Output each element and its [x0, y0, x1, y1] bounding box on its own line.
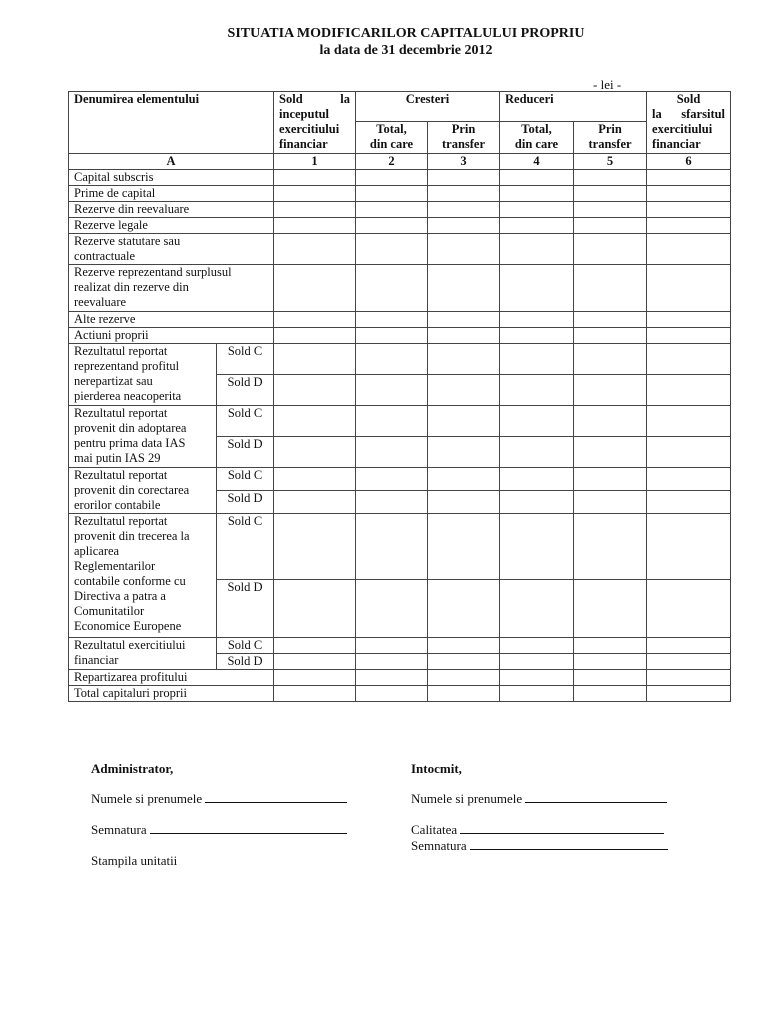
document-subtitle: la data de 31 decembrie 2012	[319, 43, 493, 58]
table-row: Prime de capital	[69, 186, 731, 202]
table-row: Sold D	[69, 654, 731, 670]
prepared-name-field: Numele si prenumele	[411, 791, 667, 806]
administrator-title: Administrator,	[91, 761, 174, 776]
currency-unit: - lei -	[593, 77, 622, 92]
prepared-signature-field: Semnatura	[411, 838, 668, 853]
signature-line	[205, 791, 347, 803]
header-cresteri-total: Total, din care	[356, 122, 428, 154]
administrator-name-field: Numele si prenumele	[91, 791, 347, 806]
table-row: Repartizarea profitului	[69, 670, 731, 686]
table-row: Rezultatul reportat reprezentand profitul nerepartizat sau pierderea neacoperita Sold C	[69, 344, 731, 375]
signature-line	[460, 822, 664, 834]
table-row: Rezerve din reevaluare	[69, 202, 731, 218]
table-row: Sold D	[69, 375, 731, 406]
signature-line	[525, 791, 667, 803]
header-reduceri-total: Total, din care	[500, 122, 574, 154]
table-row: Rezultatul reportat provenit din adoptarea pentru prima data IAS mai putin IAS 29 Sold C	[69, 406, 731, 437]
signature-line	[470, 838, 668, 850]
prepared-quality-field: Calitatea	[411, 822, 664, 837]
header-sold-end: Sold la sfarsitul exercitiului financiar	[647, 92, 731, 154]
signature-line	[150, 822, 347, 834]
document-title: SITUATIA MODIFICARILOR CAPITALULUI PROPRIU	[227, 26, 585, 41]
table-row: Actiuni proprii	[69, 328, 731, 344]
table-row: Sold D	[69, 437, 731, 468]
header-name: Denumirea elementului	[69, 92, 274, 154]
header-sold-start: Sold la inceputul exercitiului financiar	[274, 92, 356, 154]
table-row: Sold D	[69, 491, 731, 514]
column-number-row: A 1 2 3 4 5 6	[69, 154, 731, 170]
table-row: Total capitaluri proprii	[69, 686, 731, 702]
header-reduceri-transfer: Prin transfer	[574, 122, 647, 154]
prepared-by-title: Intocmit,	[411, 761, 462, 776]
table-row: Capital subscris	[69, 170, 731, 186]
table-row: Rezultatul reportat provenit din trecerea la aplicarea Reglementarilor contabile conforme cu Directiva a patra a Comunitatilor Economice Europene Sold C	[69, 514, 731, 580]
table-row: Rezerve reprezentand surplusul realizat din rezerve din reevaluare	[69, 265, 731, 312]
stamp-label: Stampila unitatii	[91, 853, 178, 868]
table-row: Rezultatul exercitiului financiar Sold C	[69, 638, 731, 654]
table-row: Alte rezerve	[69, 312, 731, 328]
table-row: Rezerve statutare sau contractuale	[69, 234, 731, 265]
header-cresteri-transfer: Prin transfer	[428, 122, 500, 154]
table-row: Rezerve legale	[69, 218, 731, 234]
administrator-signature-field: Semnatura	[91, 822, 347, 837]
table-row: Rezultatul reportat provenit din corectarea erorilor contabile Sold C	[69, 468, 731, 491]
table-row: Sold D	[69, 580, 731, 638]
header-reduceri: Reduceri	[500, 92, 647, 122]
header-cresteri: Cresteri	[356, 92, 500, 122]
equity-changes-table	[68, 91, 731, 702]
